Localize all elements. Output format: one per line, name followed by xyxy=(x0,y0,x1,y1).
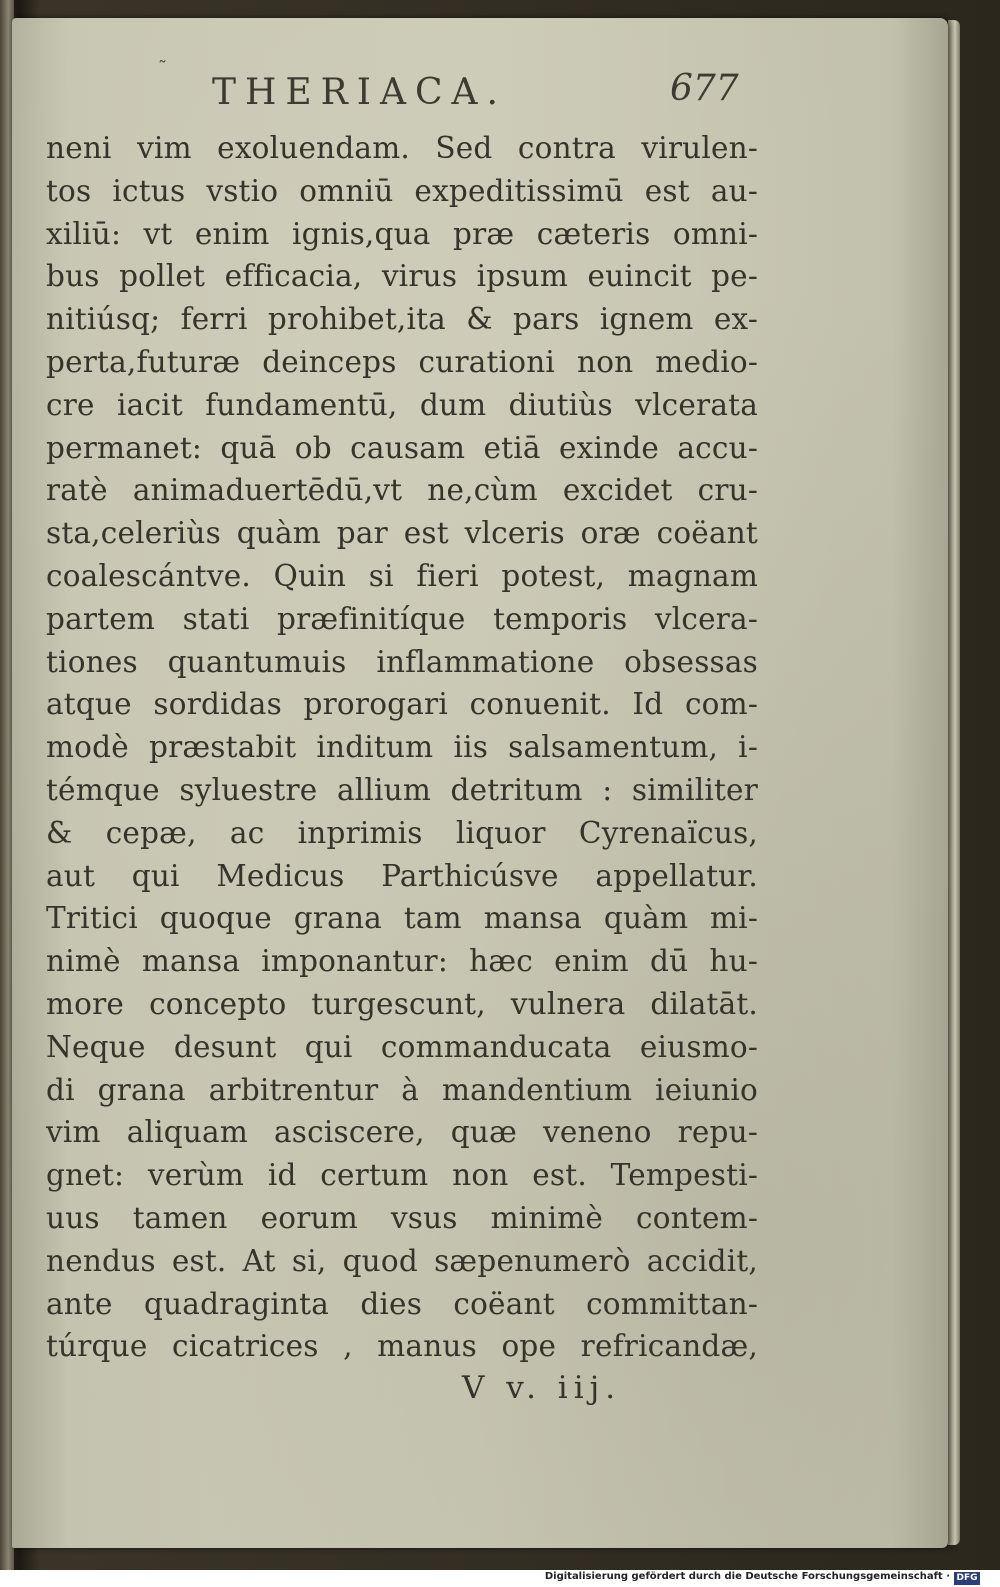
text-line: atque sordidas prorogari conuenit. Id com- xyxy=(46,687,758,722)
text-line: uus tamen eorum vsus minimè contem- xyxy=(46,1200,758,1235)
running-head: THERIACA. xyxy=(212,72,507,113)
text-line: ante quadraginta dies coëant committan- xyxy=(46,1286,758,1321)
text-line: aut qui Medicus Parthicúsve appellatur. xyxy=(46,858,758,893)
signature-mark: V v. iij. xyxy=(462,1370,622,1406)
text-line: more concepto turgescunt, vulnera dilatāt. xyxy=(46,986,758,1021)
text-line: permanet: quā ob causam etiā exinde accu- xyxy=(46,430,758,465)
text-line: ratè animaduertēdū,vt ne,cùm excidet cru- xyxy=(46,473,758,508)
text-line: túrque cicatrices , manus ope refricandæ, xyxy=(46,1329,758,1364)
text-line: sta,celeriùs quàm par est vlceris oræ coëant xyxy=(46,516,758,551)
text-line: di grana arbitrentur à mandentium ieiunio xyxy=(46,1072,758,1107)
text-line: tos ictus vstio omniū expeditissimū est au- xyxy=(46,173,758,208)
body-text xyxy=(46,127,758,1368)
text-line: gnet: verùm id certum non est. Tempesti- xyxy=(46,1158,758,1193)
text-line: neni vim exoluendam. Sed contra virulen- xyxy=(46,131,758,165)
text-line: modè præstabit inditum iis salsamentum, i- xyxy=(46,730,758,765)
text-line: nendus est. At si, quod sæpenumerò accidit, xyxy=(46,1243,758,1278)
text-line: perta,futuræ deinceps curationi non medio- xyxy=(46,344,758,379)
dfg-logo: DFG xyxy=(954,1572,980,1585)
printer-mark: ˜ xyxy=(158,58,167,79)
text-line: Tritici quoque grana tam mansa quàm mi- xyxy=(46,901,758,936)
text-line: coalescántve. Quin si fieri potest, magnam xyxy=(46,558,758,593)
text-line: cre iacit fundamentū, dum diutiùs vlcerata xyxy=(46,387,758,422)
funding-credit: Digitalisierung gefördert durch die Deutsche Forschungsgemeinschaft · xyxy=(544,1571,950,1582)
text-line: témque syluestre allium detritum : similiter xyxy=(46,772,758,807)
text-line: & cepæ, ac inprimis liquor Cyrenaïcus, xyxy=(46,815,758,850)
text-line: nitiúsq; ferri prohibet,ita & pars ignem ex- xyxy=(46,302,758,337)
text-line: xiliū: vt enim ignis,qua præ cæteris omni- xyxy=(46,216,758,251)
text-line: nimè mansa imponantur: hæc enim dū hu- xyxy=(46,944,758,979)
text-line: bus pollet efficacia, virus ipsum euincit pe- xyxy=(46,259,758,294)
page-number: 677 xyxy=(670,68,739,109)
text-line: tiones quantumuis inflammatione obsessas xyxy=(46,644,758,679)
text-line: partem stati præfinitíque temporis vlcera- xyxy=(46,601,758,636)
page-fore-edge xyxy=(948,20,960,1545)
text-line: vim aliquam asciscere, quæ veneno repu- xyxy=(46,1115,758,1150)
text-line: Neque desunt qui commanducata eiusmo- xyxy=(46,1029,758,1064)
